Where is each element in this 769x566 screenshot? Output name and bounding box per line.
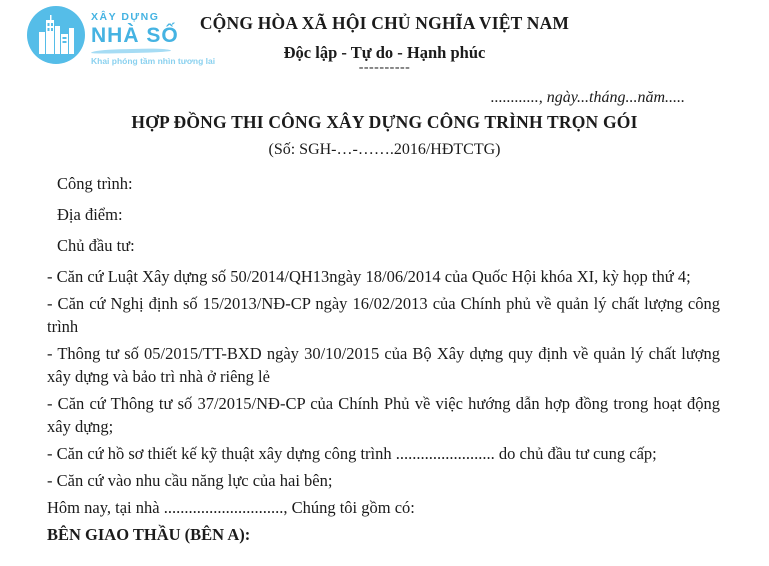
legal-basis-paragraph: - Thông tư số 05/2015/TT-BXD ngày 30/10/2015 của Bộ Xây dựng quy định về quản lý chất lượng xây dựng và bảo trì nhà ở riêng lẻ [47, 344, 720, 386]
contract-title: HỢP ĐỒNG THI CÔNG XÂY DỰNG CÔNG TRÌNH TRỌN GÓI [131, 112, 638, 132]
contract-number: (Số: SGH-…-…….2016/HĐTCTG) [268, 141, 501, 158]
opening-statement: Hôm nay, tại nhà ............................., Chúng tôi gồm có: [47, 498, 415, 517]
date-placeholder-line: ............, ngày...tháng...năm..... [490, 89, 685, 106]
nha-so-logo [27, 6, 215, 66]
contract-body [47, 172, 720, 546]
legal-basis-paragraph: - Căn cứ vào nhu cầu năng lực của hai bên; [47, 471, 333, 490]
legal-basis-paragraph: - Căn cứ Nghị định số 15/2013/NĐ-CP ngày 16/02/2013 của Chính phủ về quản lý chất lượng công trình [47, 294, 720, 336]
legal-basis-paragraph: - Căn cứ hồ sơ thiết kế kỹ thuật xây dựng công trình ........................ do chủ đầu tư cung cấp; [47, 444, 657, 463]
legal-basis-paragraph: - Căn cứ Luật Xây dựng số 50/2014/QH13ngày 18/06/2014 của Quốc Hội khóa XI, kỳ họp thứ 4; [47, 267, 691, 286]
buildings-skyline-icon [27, 6, 85, 64]
legal-basis-paragraph: - Căn cứ Thông tư số 37/2015/NĐ-CP của Chính Phủ về việc hướng dẫn hợp đồng trong hoạt động xây dựng; [47, 394, 720, 436]
party-a-heading: BÊN GIAO THẦU (BÊN A): [47, 525, 251, 544]
logo-tagline: Khai phóng tầm nhìn tương lai [91, 56, 216, 67]
national-motto: Độc lập - Tự do - Hạnh phúc [283, 43, 486, 62]
logo-text-block [91, 6, 215, 66]
field-cong-trinh: Công trình: [57, 174, 133, 193]
logo-brand-main: NHÀ SỐ [91, 24, 179, 47]
logo-underline-swoosh [91, 48, 171, 54]
logo-brand-top: XÂY DỰNG [91, 11, 160, 23]
field-chu-dau-tu: Chủ đầu tư: [57, 236, 135, 255]
national-title: CỘNG HÒA XÃ HỘI CHỦ NGHĨA VIỆT NAM [199, 13, 570, 33]
header-divider: ---------- [358, 60, 411, 75]
field-dia-diem: Địa điểm: [57, 205, 123, 224]
